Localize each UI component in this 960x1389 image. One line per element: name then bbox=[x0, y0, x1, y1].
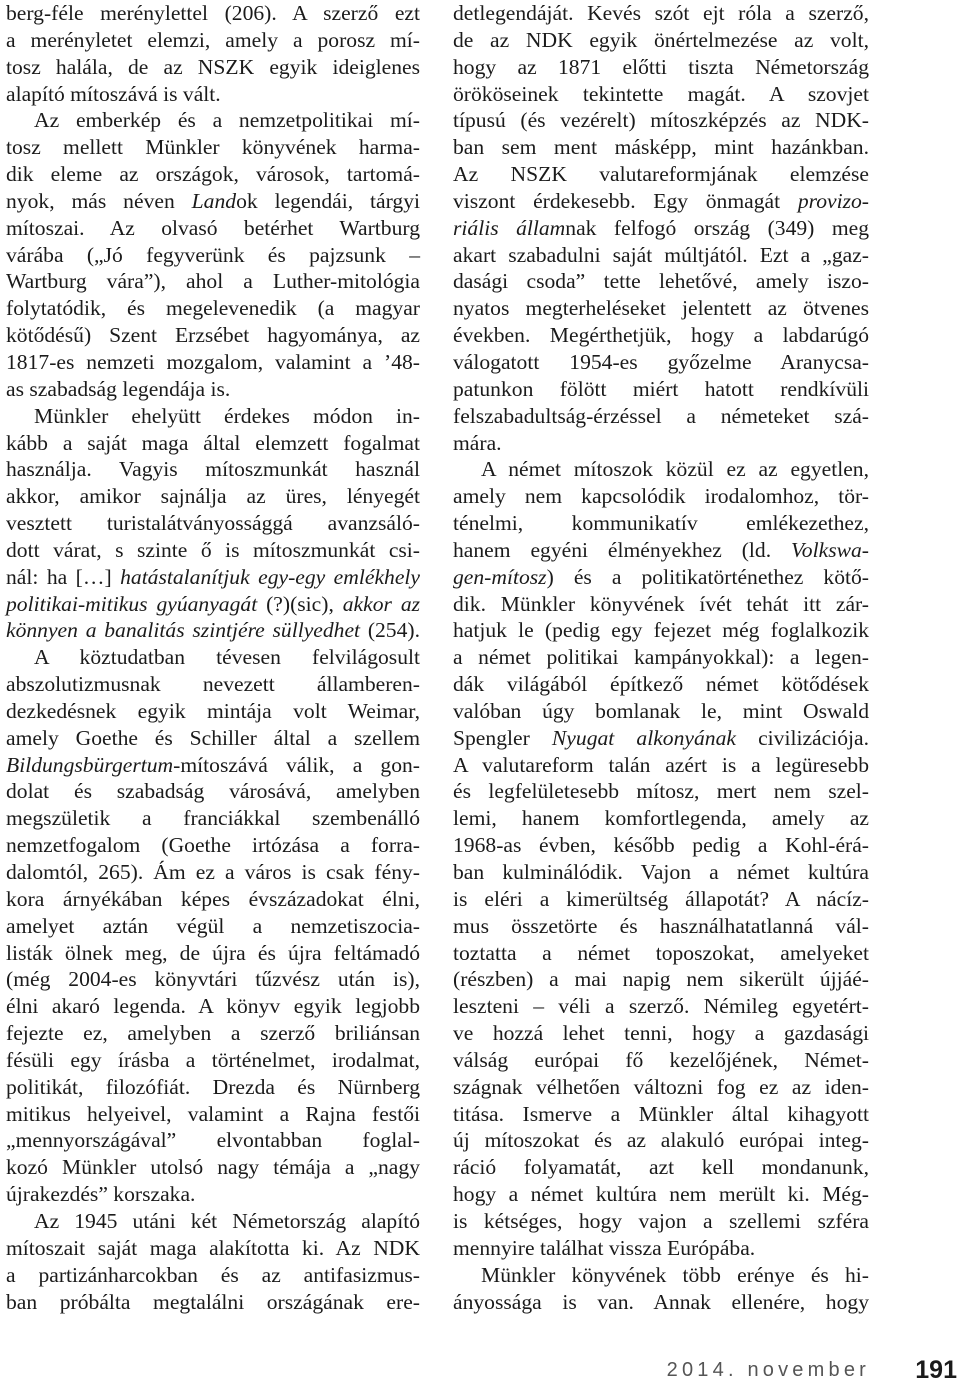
text-run: Spengler bbox=[453, 725, 552, 750]
text-line bbox=[453, 215, 869, 242]
text-line: dák világából építkező német kötődések bbox=[453, 672, 869, 697]
text-line: dalomtól, 265). Ám ez a város is csak fény- bbox=[6, 860, 420, 884]
italic-run: Volkswa- bbox=[791, 537, 869, 562]
text-line: hogy a német kultúra nem merült ki. Még- bbox=[453, 1182, 869, 1207]
italic-run: provizo- bbox=[797, 188, 869, 213]
text-line: lemi, hanem komfortlegenda, amely az bbox=[453, 806, 869, 831]
text-line: a partizánharcokban és az antifasizmus- bbox=[6, 1262, 420, 1287]
text-line bbox=[6, 617, 420, 644]
text-line: tosz mellett Münkler könyvének harma- bbox=[6, 135, 420, 160]
issue-date: 2014. november bbox=[666, 1359, 870, 1381]
text-line: dik eleme az országok, városok, tartomá- bbox=[6, 162, 420, 187]
text-line: kora árnyékában képes évszázadokat élni, bbox=[6, 886, 420, 911]
text-line: mitikus helyeivel, valamint a Rajna festői bbox=[6, 1101, 420, 1126]
italic-run: hatástalanítjuk egy-egy emlékhely bbox=[120, 564, 420, 589]
text-line: is kétséges, hogy vajon a szellemi szféra bbox=[453, 1208, 869, 1233]
italic-run: akkor az bbox=[342, 591, 421, 616]
text-run: viszont érdekesebb. Egy önmagát bbox=[453, 188, 798, 213]
text-line: használja. Vagyis mítoszmunkát használ bbox=[6, 457, 420, 482]
text-line: is eléri a kimerültség állapotát? A nácíz- bbox=[453, 886, 869, 911]
paragraph bbox=[453, 0, 869, 456]
text-line: kötődésű) Szent Erzsébet hagyománya, az bbox=[6, 323, 420, 348]
text-line: alapító mítoszává is vált. bbox=[6, 81, 221, 106]
text-line: dolat és szabadság városává, amelyben bbox=[6, 779, 420, 804]
text-line: A valutareform talán azért is a legüresebb bbox=[453, 752, 869, 777]
paragraph bbox=[453, 456, 869, 1261]
italic-run: könnyen a banalitás szintjére süllyedhet bbox=[6, 618, 361, 643]
italic-run: politikai-mitikus gyúanyagát bbox=[6, 591, 258, 616]
text-line: ányossága is van. Annak ellenére, hogy bbox=[453, 1289, 869, 1314]
text-line: Az NSZK valutareformjának elemzése bbox=[453, 162, 869, 187]
text-line: vesztett turistalátványossággá avanzsáló- bbox=[6, 511, 420, 536]
text-line: berg-féle merénylettel (206). A szerző ezt bbox=[6, 1, 420, 25]
text-line: a merényletet elemzi, amely a porosz mí- bbox=[6, 27, 420, 52]
text-line: mítoszait saját maga alakította ki. Az NDK bbox=[6, 1235, 420, 1260]
text-line: szágnak vélhetően változni fog ez az iden- bbox=[453, 1074, 869, 1099]
text-line: fésüli egy írásba a történelmet, irodalmat, bbox=[6, 1047, 420, 1072]
italic-run: Land bbox=[191, 188, 237, 213]
text-line: élni akaró legenda. A könyv egyik legjobb bbox=[6, 994, 420, 1019]
text-line: de az NDK egyik önértelmezése az volt, bbox=[453, 27, 869, 52]
page-number: 191 bbox=[915, 1356, 957, 1384]
text-line: hatjuk le (pedig egy fejezet még foglalkozik bbox=[453, 618, 869, 643]
text-line: felszabadultság-érzéssel a németeket szá- bbox=[453, 403, 869, 428]
italic-run: Nyugat alkonyának bbox=[551, 725, 736, 750]
text-run: hanem egyéni élményekhez (ld. bbox=[453, 537, 792, 562]
left-text-column bbox=[6, 0, 420, 1315]
text-line: abszolutizmusnak nevezett államberen- bbox=[6, 672, 420, 697]
text-line: politikát, filozófiát. Drezda és Nürnberg bbox=[6, 1074, 420, 1099]
text-line bbox=[6, 188, 420, 215]
paragraph bbox=[6, 0, 420, 107]
text-line: listák ölnek meg, de újra és újra feltámadó bbox=[6, 940, 420, 965]
text-line: „mennyországával” elvontabban foglal- bbox=[6, 1128, 420, 1153]
text-line: mítoszai. Az olvasó betérhet Wartburg bbox=[6, 215, 420, 240]
text-line: akart szabadulni saját múltjától. Ezt a „gaz- bbox=[453, 242, 869, 267]
paragraph bbox=[6, 644, 420, 1208]
text-line: ve hozzá lehet tenni, hogy a gazdasági bbox=[453, 1021, 869, 1046]
text-line: a német politikai kampányokkal): a legen- bbox=[453, 645, 869, 670]
text-line: Az emberkép és a nemzetpolitikai mí- bbox=[34, 108, 420, 133]
text-run: -mítoszává válik, a gon- bbox=[173, 752, 420, 777]
text-line: válság európai fő kezelőjének, Német- bbox=[453, 1047, 869, 1072]
text-line bbox=[453, 537, 869, 564]
text-line: patunkon fölött miért hatott rendkívüli bbox=[453, 376, 869, 401]
text-line: újrakezdés” korszaka. bbox=[6, 1182, 196, 1207]
text-run: nak felfogó ország (349) meg bbox=[565, 215, 870, 240]
text-run: ) és a politikatörténethez kötő- bbox=[546, 564, 869, 589]
text-line: A német mítoszok közül ez az egyetlen, bbox=[481, 457, 869, 482]
text-line bbox=[453, 564, 869, 591]
paragraph bbox=[6, 107, 420, 402]
text-line: fejezte ez, amelyben a szerző briliánsan bbox=[6, 1021, 420, 1046]
text-line: új mítoszokat és az alakuló európai integ- bbox=[453, 1128, 869, 1153]
text-line: (részben) a mai napig nem sikerült újjáé- bbox=[453, 967, 869, 992]
text-run: civilizációja. bbox=[735, 725, 869, 750]
text-line: ban sem ment másképp, mint hazánkban. bbox=[453, 135, 869, 160]
text-line: megszületik a franciákkal szembenálló bbox=[6, 806, 420, 831]
text-line: dott várat, s szinte ő is mítoszmunkát csi- bbox=[6, 537, 420, 562]
text-line: dik. Münkler könyvének ívét tehát itt zár- bbox=[453, 591, 869, 616]
text-run: (254). bbox=[360, 618, 420, 643]
text-line bbox=[6, 752, 420, 779]
text-run: ok legendái, tárgyi bbox=[236, 188, 420, 213]
text-line: valóban úgy bomlanak le, mint Oswald bbox=[453, 698, 869, 723]
paragraph bbox=[453, 1262, 869, 1316]
text-line: A köztudatban tévesen felvilágosult bbox=[34, 645, 420, 670]
text-line: Münkler ehelyütt érdekes módon in- bbox=[34, 403, 420, 428]
page-footer bbox=[0, 1358, 960, 1386]
text-line: kozó Münkler utolsó nagy témája a „nagy bbox=[6, 1155, 420, 1180]
text-line: években. Megérthetjük, hogy a labdarúgó bbox=[453, 323, 869, 348]
text-line: 1968-as évben, később pedig a Kohl-érá- bbox=[453, 833, 869, 858]
text-line: akkor, amikor sajnálja az üres, lényegét bbox=[6, 484, 420, 509]
text-line: tosz halála, de az NSZK egyik ideiglenes bbox=[6, 54, 420, 79]
italic-run: gen-mítosz bbox=[453, 564, 547, 589]
text-line: ban kulminálódik. Vajon a német kultúra bbox=[453, 860, 869, 884]
text-line bbox=[453, 725, 869, 752]
text-line: dezkedésnek egyik mintája volt Weimar, bbox=[6, 698, 420, 723]
text-line: titása. Ismerve a Münkler által kihagyott bbox=[453, 1101, 869, 1126]
text-run: nál: ha […] bbox=[6, 564, 121, 589]
paragraph bbox=[6, 1208, 420, 1315]
text-line: mára. bbox=[453, 430, 502, 455]
text-line: toztatta a német toposzokat, amelyeket bbox=[453, 940, 869, 965]
text-line: hogy az 1871 előtti tiszta Németország bbox=[453, 54, 869, 79]
text-line: Az 1945 utáni két Németország alapító bbox=[34, 1208, 420, 1233]
text-line: nemzetfogalom (Goethe irtózása a forra- bbox=[6, 833, 420, 858]
text-line: örököseinek tekintette magát. A szovjet bbox=[453, 81, 869, 106]
text-run: (?)(sic), bbox=[257, 591, 343, 616]
text-line bbox=[453, 188, 869, 215]
text-line: Münkler könyvének több erénye és hi- bbox=[481, 1262, 869, 1287]
text-line: várába („Jó fegyverünk és pajzsunk – bbox=[6, 242, 420, 267]
text-line: amelyet aztán végül a nemzetiszocia- bbox=[6, 913, 420, 938]
text-line: amely Goethe és Schiller által a szellem bbox=[6, 725, 420, 750]
text-line: detlegendáját. Kevés szót ejt róla a szerző, bbox=[453, 1, 869, 25]
text-line: (még 2004-es könyvtári tűzvész után is), bbox=[6, 967, 420, 992]
text-line: amely nem kapcsolódik irodalomhoz, tör- bbox=[453, 484, 869, 509]
text-line: és legfelületesebb mítosz, mert nem szel- bbox=[453, 779, 869, 804]
paragraph bbox=[6, 403, 420, 645]
text-line: mus összetörte és használhatatlanná vál- bbox=[453, 913, 869, 938]
text-line: válogatott 1954-es győzelme Aranycsa- bbox=[453, 349, 869, 374]
text-line: típusú (és vezérelt) mítoszképzés az NDK- bbox=[453, 108, 869, 133]
text-line: mennyire találhat vissza Európába. bbox=[453, 1235, 756, 1260]
text-run: nyok, más néven bbox=[6, 188, 192, 213]
text-line bbox=[6, 564, 420, 591]
text-line: 1817-es nemzeti mozgalom, valamint a ’48- bbox=[6, 349, 420, 374]
text-line: ténelmi, kommunikatív emlékezethez, bbox=[453, 511, 869, 536]
italic-run: Bildungsbürgertum bbox=[6, 752, 174, 777]
text-line: folytatódik, és megelevenedik (a magyar bbox=[6, 296, 420, 321]
italic-run: riális állam bbox=[453, 215, 566, 240]
text-line: ráció folyamatát, azt kell mondanunk, bbox=[453, 1155, 869, 1180]
text-line: as szabadság legendája is. bbox=[6, 376, 231, 401]
text-line: dasági csoda” tette lehetővé, amely iszo- bbox=[453, 269, 869, 294]
right-text-column bbox=[453, 0, 869, 1315]
text-line: kább a saját maga által elemzett fogalmat bbox=[6, 430, 420, 455]
text-line: leszteni – véli a szerző. Némileg egyetért- bbox=[453, 994, 869, 1019]
text-line: Wartburg vára”), ahol a Luther-mitológia bbox=[6, 269, 420, 294]
text-line: ban próbálta megtalálni országának ere- bbox=[6, 1289, 420, 1314]
text-line: nyatos megterheléseket jelentett az ötvenes bbox=[453, 296, 869, 321]
text-line bbox=[6, 591, 420, 618]
